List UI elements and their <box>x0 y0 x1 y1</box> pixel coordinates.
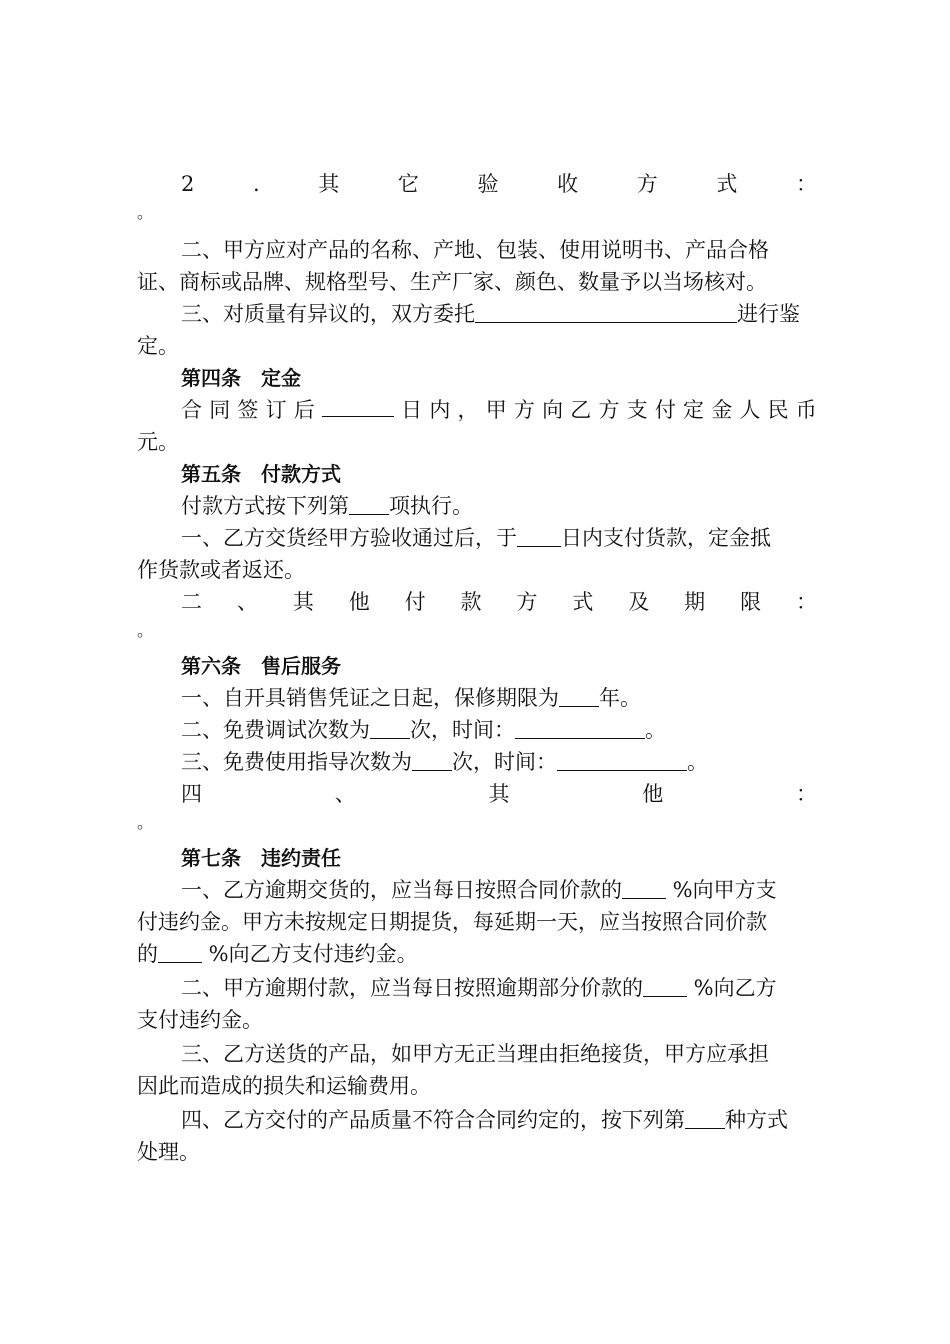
text: 甲 <box>485 398 507 422</box>
text: 民 <box>767 398 789 422</box>
text: 一、自开具销售凭证之日起，保修期限为 <box>181 686 559 710</box>
blank-field[interactable] <box>622 876 666 899</box>
paragraph-line <box>137 938 825 970</box>
paragraph-line: 三、乙方送货的产品，如甲方无正当理由拒绝接货，甲方应承担 <box>181 1042 769 1066</box>
text: 其 <box>318 172 340 196</box>
article-heading <box>137 458 825 490</box>
text: 及 <box>628 590 650 614</box>
text: 方 <box>513 398 535 422</box>
text: 他 <box>642 782 664 806</box>
text: 内 <box>429 398 451 422</box>
text: 合 <box>181 398 202 422</box>
blank-field[interactable] <box>370 716 410 739</box>
text: 他 <box>348 590 370 614</box>
text: 签 <box>237 398 259 422</box>
text: 三、免费使用指导次数为 <box>181 750 412 774</box>
blank-field[interactable] <box>412 748 452 771</box>
paragraph-line <box>137 298 825 330</box>
paragraph-line <box>137 874 825 906</box>
text: 其 <box>292 590 314 614</box>
text: 次，时间： <box>452 750 557 774</box>
article-heading <box>137 842 825 874</box>
paragraph-line: 因此而造成的损失和运输费用。 <box>137 1074 431 1098</box>
paragraph-line <box>137 714 825 746</box>
text: 后 <box>293 398 315 422</box>
paragraph-line: 处理。 <box>137 1140 200 1164</box>
text: %向乙方 <box>687 976 777 1000</box>
paragraph-line: 付违约金。甲方未按规定日期提货，每延期一天，应当按照合同价款 <box>137 910 767 934</box>
blank-field[interactable] <box>559 684 599 707</box>
text: 其 <box>488 782 510 806</box>
text: 定 <box>683 398 704 422</box>
text: 式 <box>572 590 594 614</box>
text: 付款方式按下列第 <box>181 494 349 518</box>
text: 式 <box>716 172 738 196</box>
text: 验 <box>477 172 499 196</box>
blank-field[interactable] <box>515 716 645 739</box>
article-number: 第四条 <box>181 366 241 390</box>
text: ， <box>457 398 479 422</box>
text: %向甲方支 <box>666 878 777 902</box>
paragraph-end: 。 <box>137 621 154 640</box>
article-number: 第七条 <box>181 846 241 870</box>
paragraph-end: 。 <box>137 813 154 832</box>
text: 一、乙方交货经甲方验收通过后，于 <box>181 526 517 550</box>
text: 、 <box>334 782 356 806</box>
text: 乙 <box>570 398 592 422</box>
text: 币 <box>795 398 817 422</box>
text: 、 <box>236 590 258 614</box>
article-title: 违约责任 <box>261 846 341 870</box>
text: 进行鉴 <box>737 302 800 326</box>
text: 金 <box>711 398 733 422</box>
text: 日内支付货款，定金抵 <box>561 526 771 550</box>
deposit-line <box>137 394 825 426</box>
text: %向乙方支付违约金。 <box>202 942 418 966</box>
paragraph-line <box>137 1104 825 1136</box>
text: 同 <box>209 398 231 422</box>
other-service-line <box>137 778 825 810</box>
paragraph-line <box>137 972 825 1004</box>
text: 四 <box>181 782 202 806</box>
text: 向 <box>542 398 564 422</box>
text: 项执行。 <box>389 494 473 518</box>
text: 方 <box>636 172 658 196</box>
contract-body <box>137 168 825 1168</box>
article-number: 第六条 <box>181 654 241 678</box>
text: 二、免费调试次数为 <box>181 718 370 742</box>
text: 。 <box>645 718 666 742</box>
paragraph-line: 定。 <box>137 334 179 358</box>
text: 。 <box>687 750 708 774</box>
text: 它 <box>397 172 419 196</box>
paragraph-line: 证、商标或品牌、规格型号、生产厂家、颜色、数量予以当场核对。 <box>137 270 767 294</box>
text: 二 <box>181 590 202 614</box>
text: 四、乙方交付的产品质量不符合合同约定的，按下列第 <box>181 1108 685 1132</box>
paragraph-line: 二、甲方应对产品的名称、产地、包装、使用说明书、产品合格 <box>181 238 769 262</box>
text: ： <box>795 172 817 196</box>
text: 方 <box>598 398 620 422</box>
text: 订 <box>265 398 287 422</box>
text: 款 <box>460 590 482 614</box>
paragraph-line: 作货款或者返还。 <box>137 558 305 582</box>
blank-field[interactable] <box>349 492 389 515</box>
article-title: 付款方式 <box>261 462 341 486</box>
text: 2 <box>181 172 195 196</box>
paragraph-line <box>137 522 825 554</box>
text: 付 <box>404 590 426 614</box>
text: 付 <box>654 398 676 422</box>
article-title: 售后服务 <box>261 654 341 678</box>
blank-field[interactable] <box>643 974 687 997</box>
article-number: 第五条 <box>181 462 241 486</box>
text: 限 <box>740 590 762 614</box>
blank-field[interactable] <box>158 940 202 963</box>
paragraph-line <box>137 682 825 714</box>
other-payment-line <box>137 586 825 618</box>
blank-field[interactable] <box>685 1106 725 1129</box>
text: 三、对质量有异议的，双方委托 <box>181 302 475 326</box>
paragraph-end: 。 <box>137 203 154 222</box>
text: ： <box>796 782 817 806</box>
other-acceptance-line <box>137 168 825 200</box>
text: 年。 <box>599 686 641 710</box>
text: 种方式 <box>725 1108 788 1132</box>
paragraph-line <box>137 746 825 778</box>
paragraph-line: 元。 <box>137 430 179 454</box>
text: 方 <box>516 590 538 614</box>
text: 期 <box>684 590 706 614</box>
text: 次，时间： <box>410 718 515 742</box>
text: 二、甲方逾期付款，应当每日按照逾期部分价款的 <box>181 976 643 1000</box>
text: 支 <box>626 398 648 422</box>
text: 人 <box>739 398 761 422</box>
article-title: 定金 <box>261 366 301 390</box>
blank-field[interactable] <box>322 394 394 417</box>
paragraph-line <box>137 490 825 522</box>
blank-field[interactable] <box>475 300 737 323</box>
text: . <box>252 172 260 196</box>
article-heading <box>137 650 825 682</box>
article-heading <box>137 362 825 394</box>
blank-field[interactable] <box>517 524 561 547</box>
paragraph-line: 支付违约金。 <box>137 1008 263 1032</box>
blank-field[interactable] <box>557 748 687 771</box>
text: 日 <box>401 398 423 422</box>
text: 的 <box>137 942 158 966</box>
text: ： <box>795 590 817 614</box>
text: 一、乙方逾期交货的，应当每日按照合同价款的 <box>181 878 622 902</box>
text: 收 <box>557 172 579 196</box>
